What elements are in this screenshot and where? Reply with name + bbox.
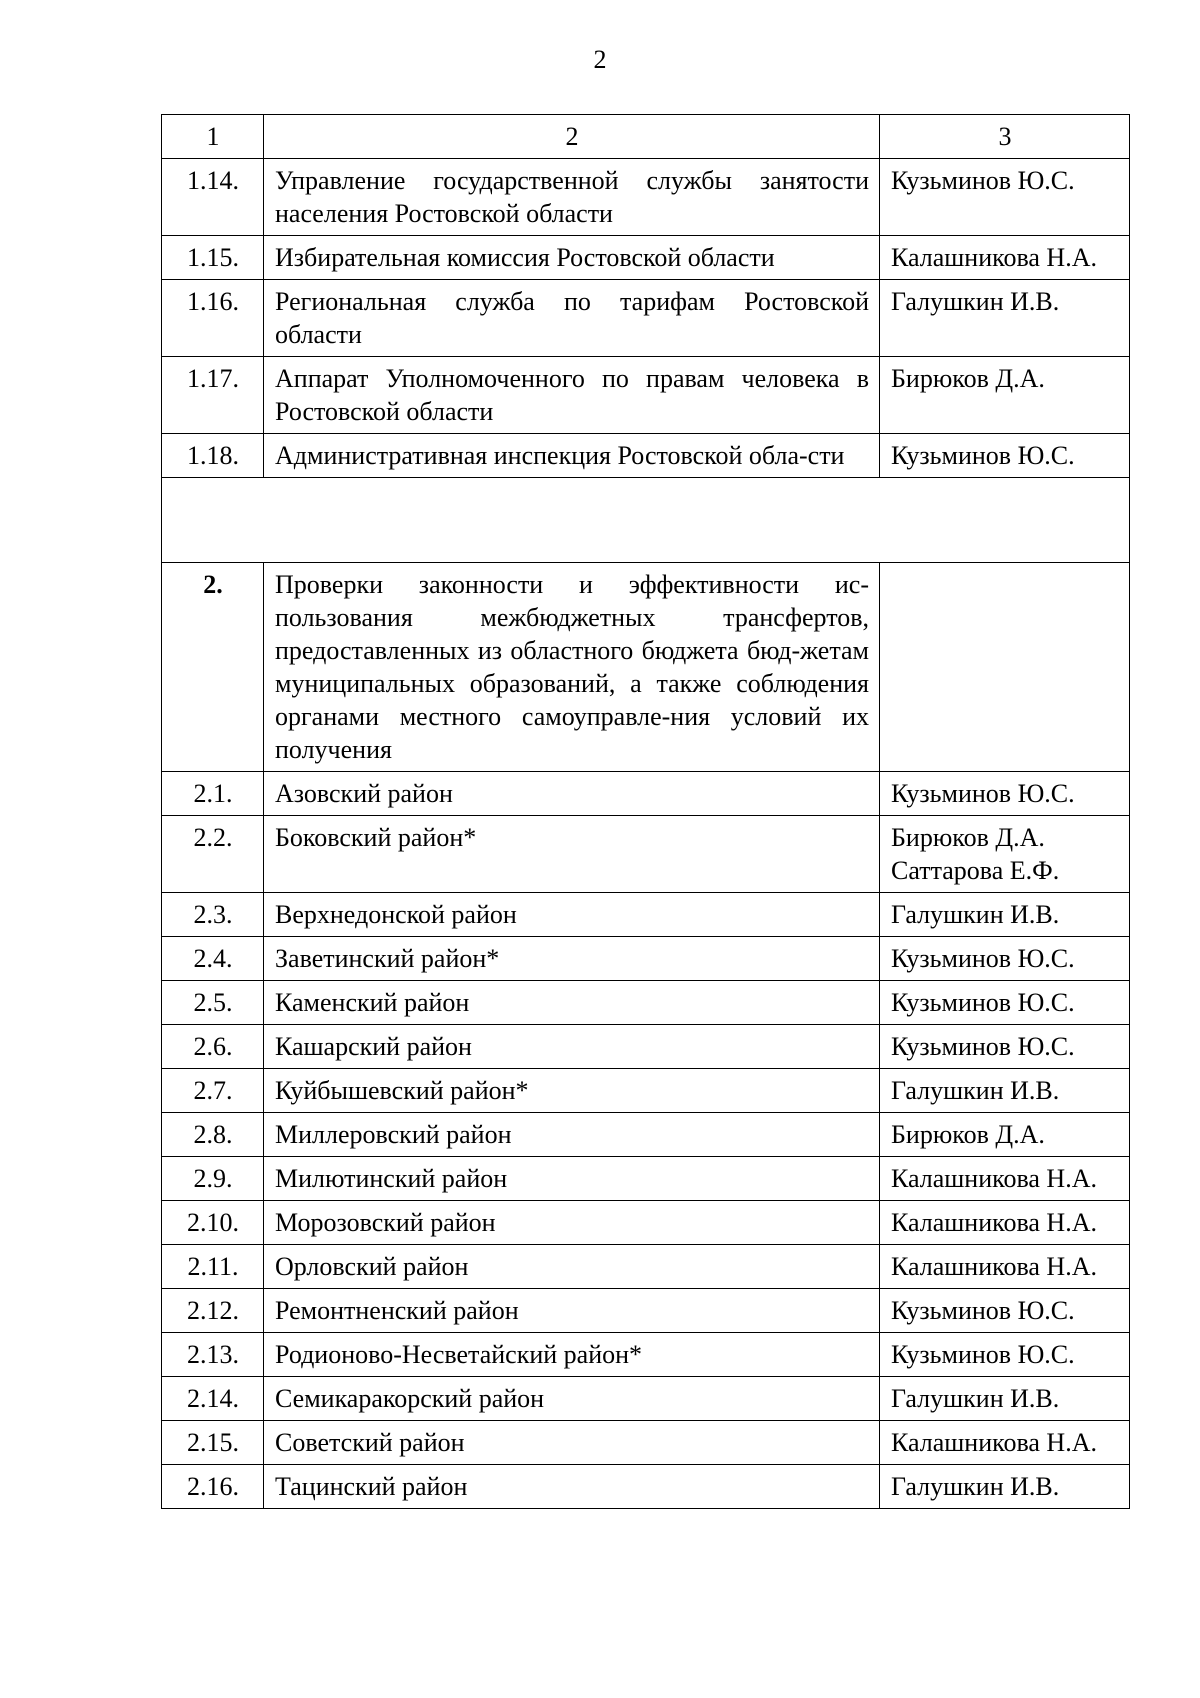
row-responsible (880, 1289, 1130, 1333)
table-row (162, 1245, 1130, 1289)
row-number: 2.15. (162, 1421, 264, 1465)
row-number: 2.7. (162, 1069, 264, 1113)
row-responsible (880, 1245, 1130, 1289)
row-number: 2.9. (162, 1157, 264, 1201)
row-number: 1.14. (162, 159, 264, 236)
responsible-person: Кузьминов Ю.С. (891, 988, 1075, 1017)
header-row (162, 115, 1130, 159)
row-name: Административная инспекция Ростовской обла-сти (264, 434, 880, 478)
row-name: Региональная служба по тарифам Ростовской области (264, 280, 880, 357)
row-responsible (880, 1377, 1130, 1421)
row-responsible (880, 1421, 1130, 1465)
page-number: 2 (593, 45, 607, 74)
row-responsible (880, 159, 1130, 236)
row-name: Миллеровский район (264, 1113, 880, 1157)
plan-table (161, 114, 1130, 1509)
plan-table-body (162, 115, 1130, 1509)
row-number: 2.14. (162, 1377, 264, 1421)
responsible-person: Кузьминов Ю.С. (891, 441, 1075, 470)
table-row (162, 772, 1130, 816)
row-responsible (880, 1201, 1130, 1245)
responsible-person: Кузьминов Ю.С. (891, 1032, 1075, 1061)
table-row (162, 1113, 1130, 1157)
row-number: 2.5. (162, 981, 264, 1025)
row-number: 2.2. (162, 816, 264, 893)
row-name: Орловский район (264, 1245, 880, 1289)
row-responsible (880, 280, 1130, 357)
row-number: 2.4. (162, 937, 264, 981)
table-row (162, 434, 1130, 478)
row-responsible (880, 1333, 1130, 1377)
table-row (162, 1025, 1130, 1069)
table-row (162, 1201, 1130, 1245)
row-name: Верхнедонской район (264, 893, 880, 937)
row-responsible (880, 816, 1130, 893)
row-name: Советский район (264, 1421, 880, 1465)
table-row (162, 1465, 1130, 1509)
table-row (162, 159, 1130, 236)
responsible-person: Галушкин И.В. (891, 900, 1060, 929)
responsible-person: Калашникова Н.А. (891, 1208, 1097, 1237)
row-name: Заветинский район* (264, 937, 880, 981)
row-number: 1.18. (162, 434, 264, 478)
row-name: Кашарский район (264, 1025, 880, 1069)
responsible-person: Бирюков Д.А. (891, 823, 1045, 852)
row-responsible (880, 1069, 1130, 1113)
row-number: 2.8. (162, 1113, 264, 1157)
row-responsible (880, 357, 1130, 434)
responsible-person: Галушкин И.В. (891, 1076, 1060, 1105)
section-number: 2. (162, 563, 264, 772)
table-row (162, 236, 1130, 280)
spacer-row (162, 478, 1130, 563)
responsible-person: Бирюков Д.А. (891, 1120, 1045, 1149)
responsible-person: Саттарова Е.Ф. (891, 856, 1060, 885)
table-row (162, 1069, 1130, 1113)
row-name: Ремонтненский район (264, 1289, 880, 1333)
section-responsible-empty (880, 563, 1130, 772)
row-name: Куйбышевский район* (264, 1069, 880, 1113)
responsible-person: Кузьминов Ю.С. (891, 779, 1075, 808)
table-row (162, 357, 1130, 434)
row-number: 2.16. (162, 1465, 264, 1509)
table-row (162, 1333, 1130, 1377)
responsible-person: Кузьминов Ю.С. (891, 166, 1075, 195)
table-row (162, 981, 1130, 1025)
row-number: 2.3. (162, 893, 264, 937)
table-row (162, 893, 1130, 937)
row-number: 2.12. (162, 1289, 264, 1333)
row-responsible (880, 236, 1130, 280)
table-row (162, 937, 1130, 981)
row-name: Семикаракорский район (264, 1377, 880, 1421)
responsible-person: Калашникова Н.А. (891, 1428, 1097, 1457)
row-responsible (880, 1025, 1130, 1069)
responsible-person: Кузьминов Ю.С. (891, 944, 1075, 973)
section-heading-row (162, 563, 1130, 772)
table-row (162, 816, 1130, 893)
row-number: 2.6. (162, 1025, 264, 1069)
responsible-person: Кузьминов Ю.С. (891, 1296, 1075, 1325)
row-name: Избирательная комиссия Ростовской области (264, 236, 880, 280)
row-responsible (880, 937, 1130, 981)
row-name: Родионово-Несветайский район* (264, 1333, 880, 1377)
row-responsible (880, 434, 1130, 478)
table-row (162, 1289, 1130, 1333)
responsible-person: Калашникова Н.А. (891, 1164, 1097, 1193)
table-row (162, 280, 1130, 357)
row-name: Азовский район (264, 772, 880, 816)
row-number: 2.11. (162, 1245, 264, 1289)
row-number: 2.13. (162, 1333, 264, 1377)
row-name: Боковский район* (264, 816, 880, 893)
row-responsible (880, 981, 1130, 1025)
responsible-person: Калашникова Н.А. (891, 243, 1097, 272)
responsible-person: Галушкин И.В. (891, 1472, 1060, 1501)
responsible-person: Галушкин И.В. (891, 287, 1060, 316)
row-number: 1.17. (162, 357, 264, 434)
responsible-person: Галушкин И.В. (891, 1384, 1060, 1413)
row-name: Каменский район (264, 981, 880, 1025)
section-title: Проверки законности и эффективности ис-пользования межбюджетных трансфертов, предоставленных из областного бюджета бюд-жетам муниципальных образований, а также соблюдения органами местного самоуправле-ния условий их получения (264, 563, 880, 772)
row-number: 2.10. (162, 1201, 264, 1245)
row-name: Аппарат Уполномоченного по правам человека в Ростовской области (264, 357, 880, 434)
row-responsible (880, 1113, 1130, 1157)
row-responsible (880, 1465, 1130, 1509)
spacer-cell (162, 478, 1130, 563)
header-cell-number: 1 (162, 115, 264, 159)
row-number: 2.1. (162, 772, 264, 816)
row-responsible (880, 1157, 1130, 1201)
responsible-person: Кузьминов Ю.С. (891, 1340, 1075, 1369)
row-name: Тацинский район (264, 1465, 880, 1509)
row-number: 1.15. (162, 236, 264, 280)
responsible-person: Калашникова Н.А. (891, 1252, 1097, 1281)
table-row (162, 1377, 1130, 1421)
row-name: Морозовский район (264, 1201, 880, 1245)
row-name: Управление государственной службы занятости населения Ростовской области (264, 159, 880, 236)
responsible-person: Бирюков Д.А. (891, 364, 1045, 393)
table-row (162, 1157, 1130, 1201)
header-cell-name: 2 (264, 115, 880, 159)
table-row (162, 1421, 1130, 1465)
row-responsible (880, 893, 1130, 937)
header-cell-responsible: 3 (880, 115, 1130, 159)
row-number: 1.16. (162, 280, 264, 357)
row-responsible (880, 772, 1130, 816)
row-name: Милютинский район (264, 1157, 880, 1201)
